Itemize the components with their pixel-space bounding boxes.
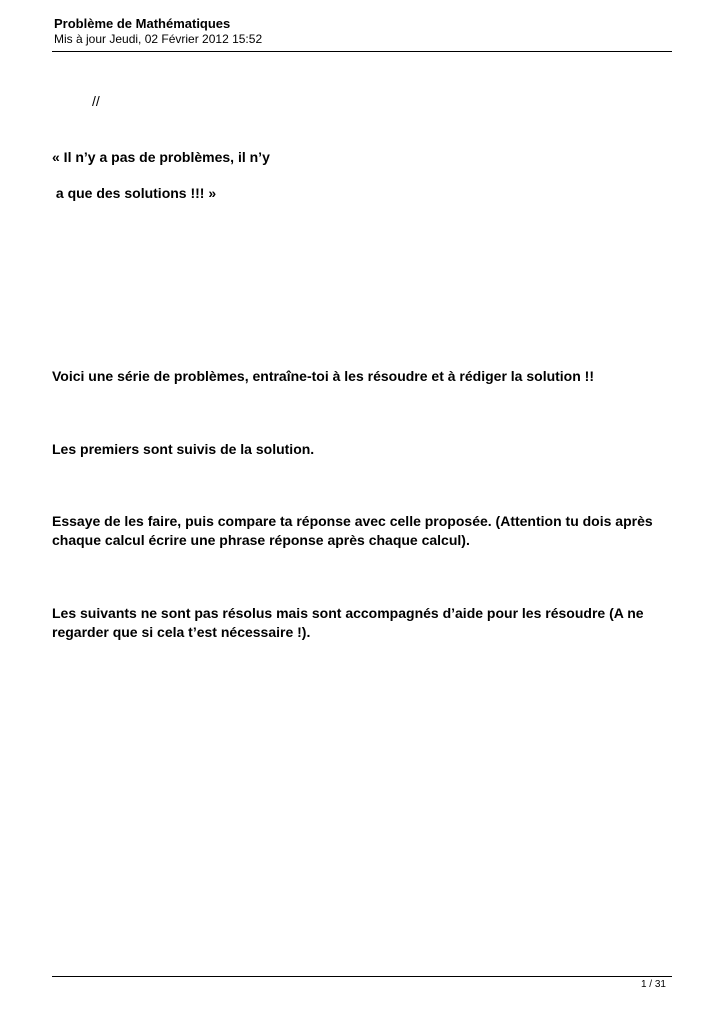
quote-line-2: a que des solutions !!! » — [52, 185, 217, 201]
page-number: 1 / 31 — [640, 979, 666, 990]
footer-divider — [52, 976, 672, 977]
solutions-note-paragraph: Les premiers sont suivis de la solution. — [52, 441, 315, 457]
unsolved-note-paragraph: Les suivants ne sont pas résolus mais sont accompagnés d’aide pour les résoudre (A ne regarder que si cela t’est nécessaire !). — [52, 605, 648, 640]
intro-paragraph: Voici une série de problèmes, entraîne-toi à les résoudre et à rédiger la solution !! — [52, 368, 595, 384]
page-header — [52, 15, 672, 52]
quote-line-1: « Il n’y a pas de problèmes, il n’y — [52, 149, 270, 165]
comment-slashes: // — [92, 93, 100, 109]
document-title: Problème de Mathématiques — [54, 16, 231, 31]
instructions-paragraph: Essaye de les faire, puis compare ta réponse avec celle proposée. (Attention tu dois après chaque calcul écrire une phrase réponse après chaque calcul). — [52, 513, 657, 548]
last-updated-date: Mis à jour Jeudi, 02 Février 2012 15:52 — [54, 32, 263, 46]
